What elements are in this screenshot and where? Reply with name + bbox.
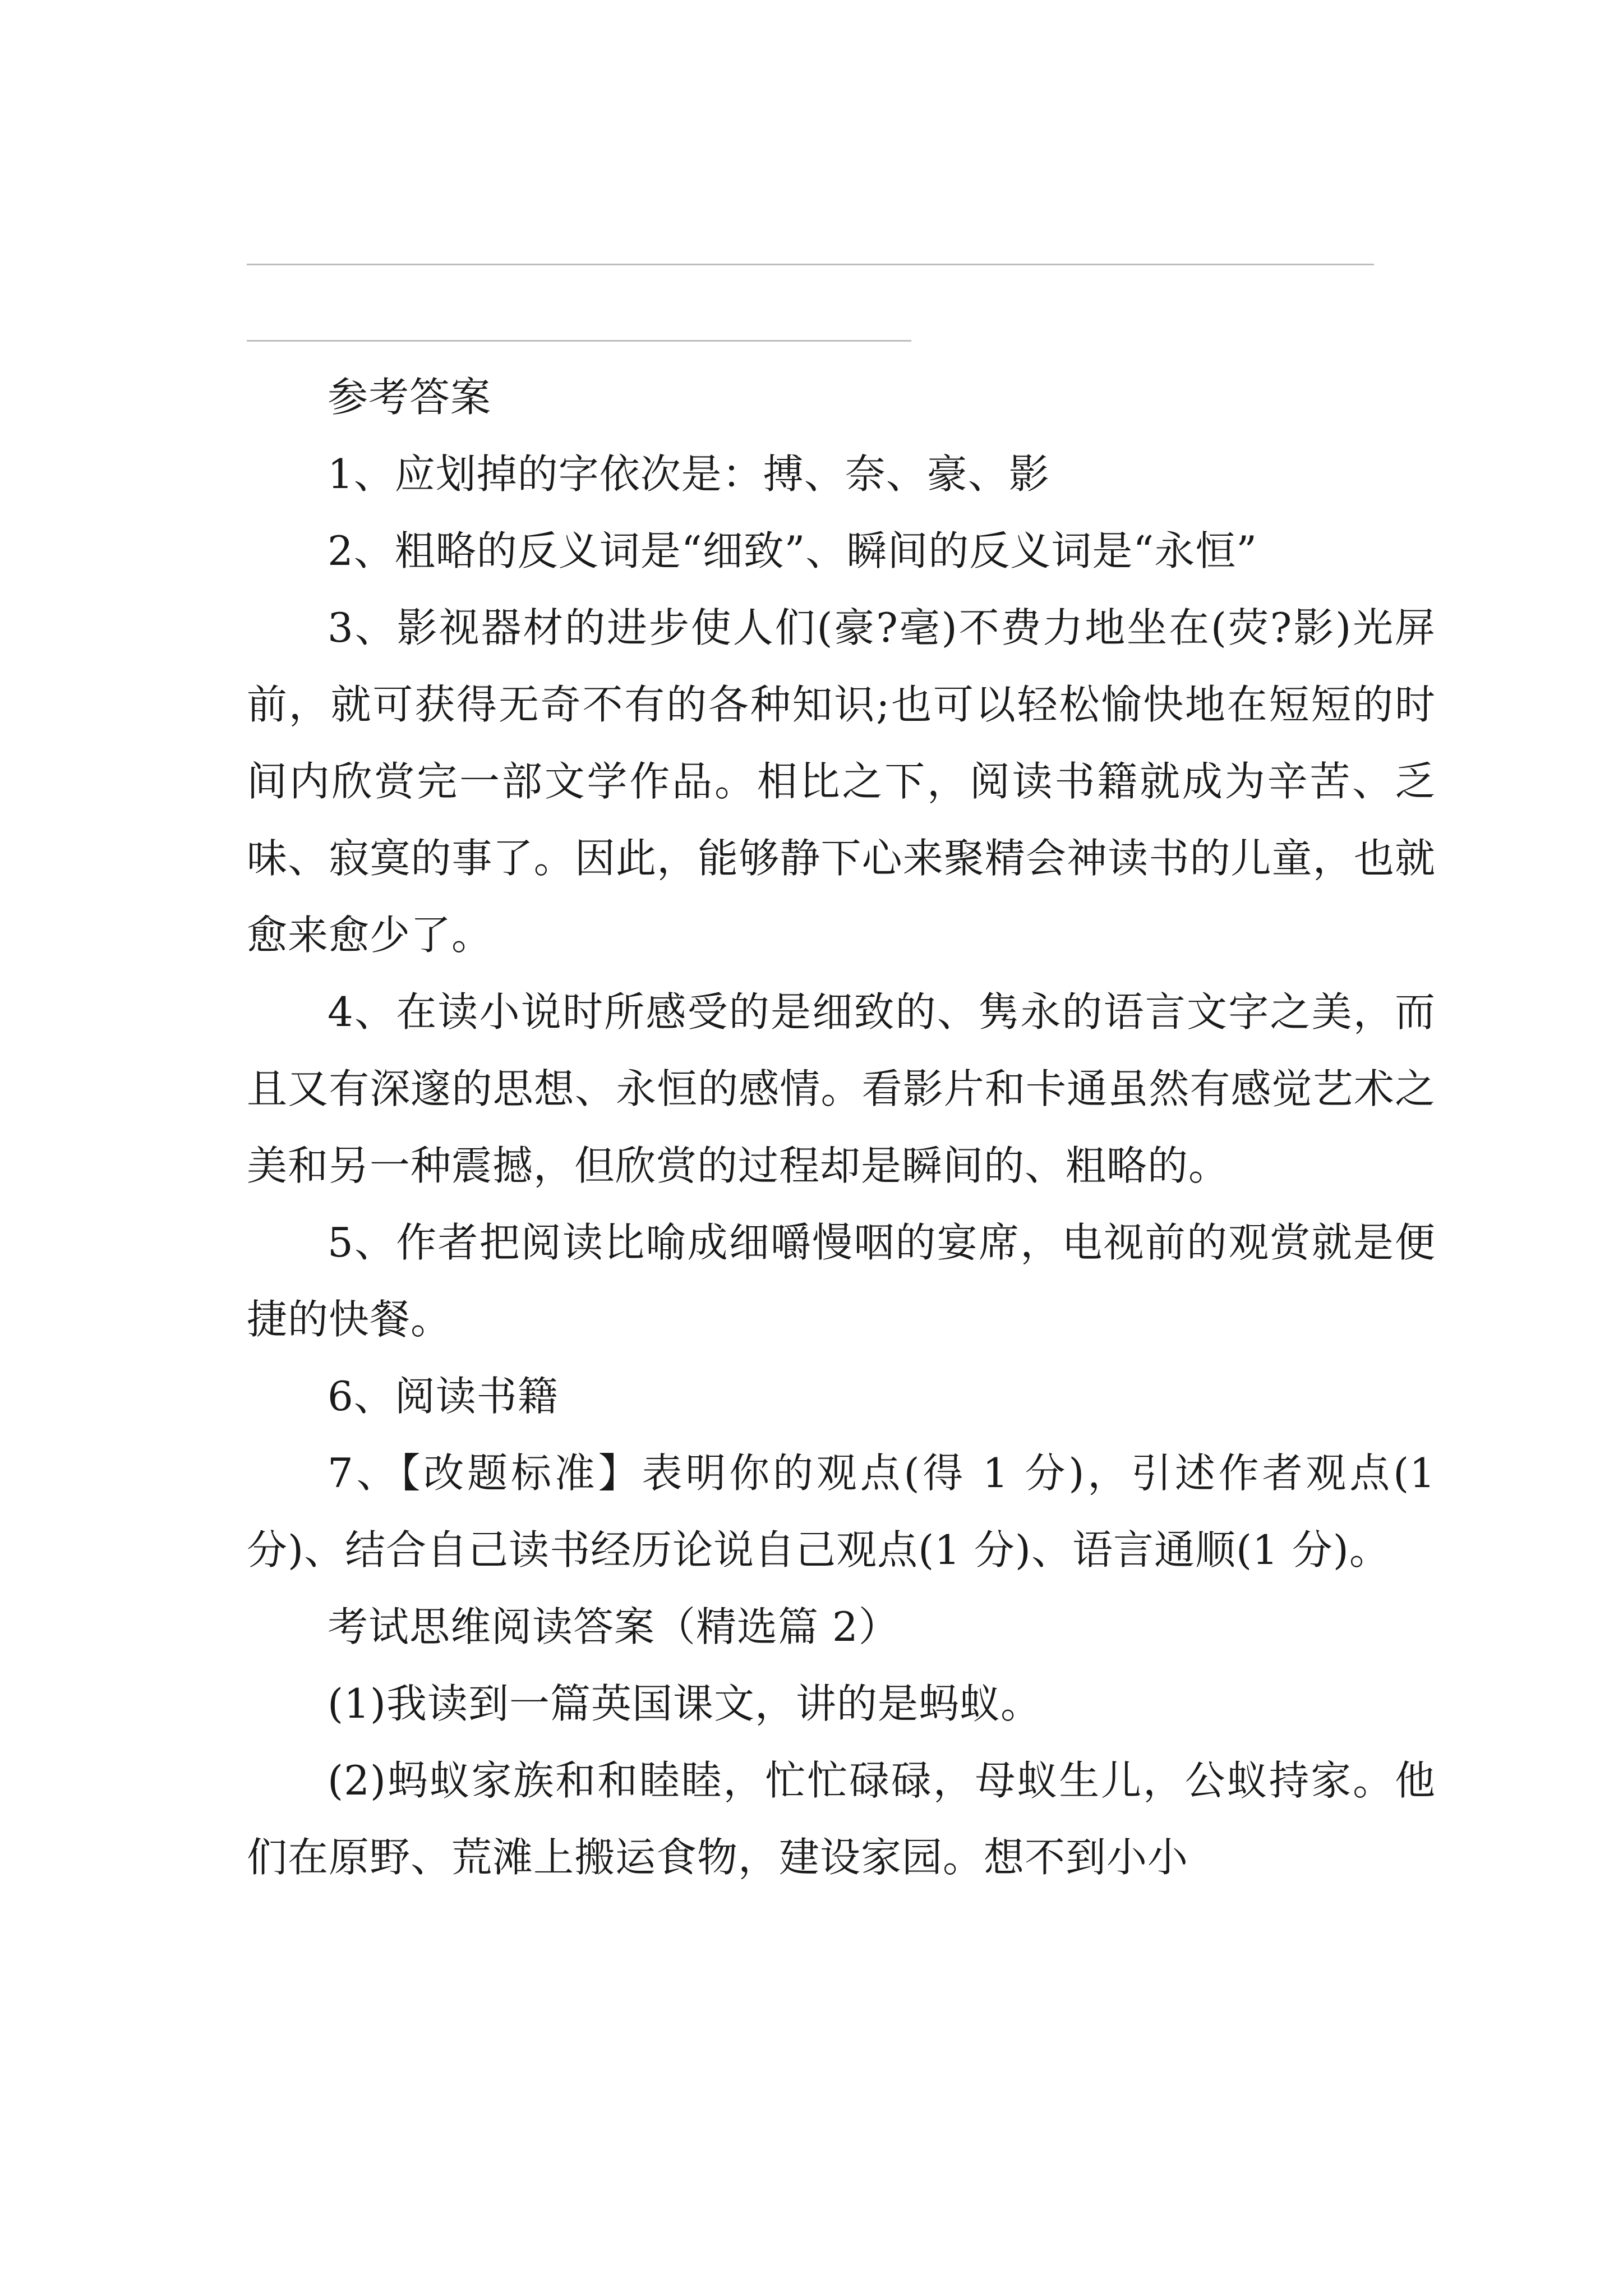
answer-item-1: 1、应划掉的字依次是：搏、奈、豪、影: [328, 450, 1050, 498]
passage-paragraph-2: (2)蚂蚁家族和和睦睦，忙忙碌碌，母蚁生儿，公蚁持家。他们在原野、荒滩上搬运食物，建设家园。想不到小小: [247, 1757, 1436, 1881]
header-divider-line: [247, 264, 1374, 265]
passage-paragraph-1: (1)我读到一篇英国课文，讲的是蚂蚁。: [328, 1680, 1041, 1727]
answer-item-6: 6、阅读书籍: [328, 1373, 559, 1420]
answer-item-7: 7、【改题标准】表明你的观点(得 1 分)，引述作者观点(1 分)、结合自己读书经历论说自己观点(1 分)、语言通顺(1 分)。: [247, 1450, 1436, 1573]
header-divider-line-short: [247, 340, 911, 342]
section-heading: 考试思维阅读答案（精选篇 2）: [328, 1603, 900, 1650]
answer-item-5: 5、作者把阅读比喻成细嚼慢咽的宴席，电视前的观赏就是便捷的快餐。: [247, 1219, 1436, 1343]
answer-item-2: 2、粗略的反义词是“细致”、瞬间的反义词是“永恒”: [328, 527, 1258, 574]
document-body: [247, 359, 1436, 1896]
answer-heading: 参考答案: [328, 374, 492, 421]
answer-item-4: 4、在读小说时所感受的是细致的、隽永的语言文字之美，而且又有深邃的思想、永恒的感情。看影片和卡通虽然有感觉艺术之美和另一种震撼，但欣赏的过程却是瞬间的、粗略的。: [247, 988, 1436, 1189]
answer-item-3: 3、影视器材的进步使人们(豪?毫)不费力地坐在(荧?影)光屏前，就可获得无奇不有的各种知识;也可以轻松愉快地在短短的时间内欣赏完一部文学作品。相比之下，阅读书籍就成为辛苦、乏味、寂寞的事了。因此，能够静下心来聚精会神读书的儿童，也就愈来愈少了。: [247, 604, 1436, 959]
